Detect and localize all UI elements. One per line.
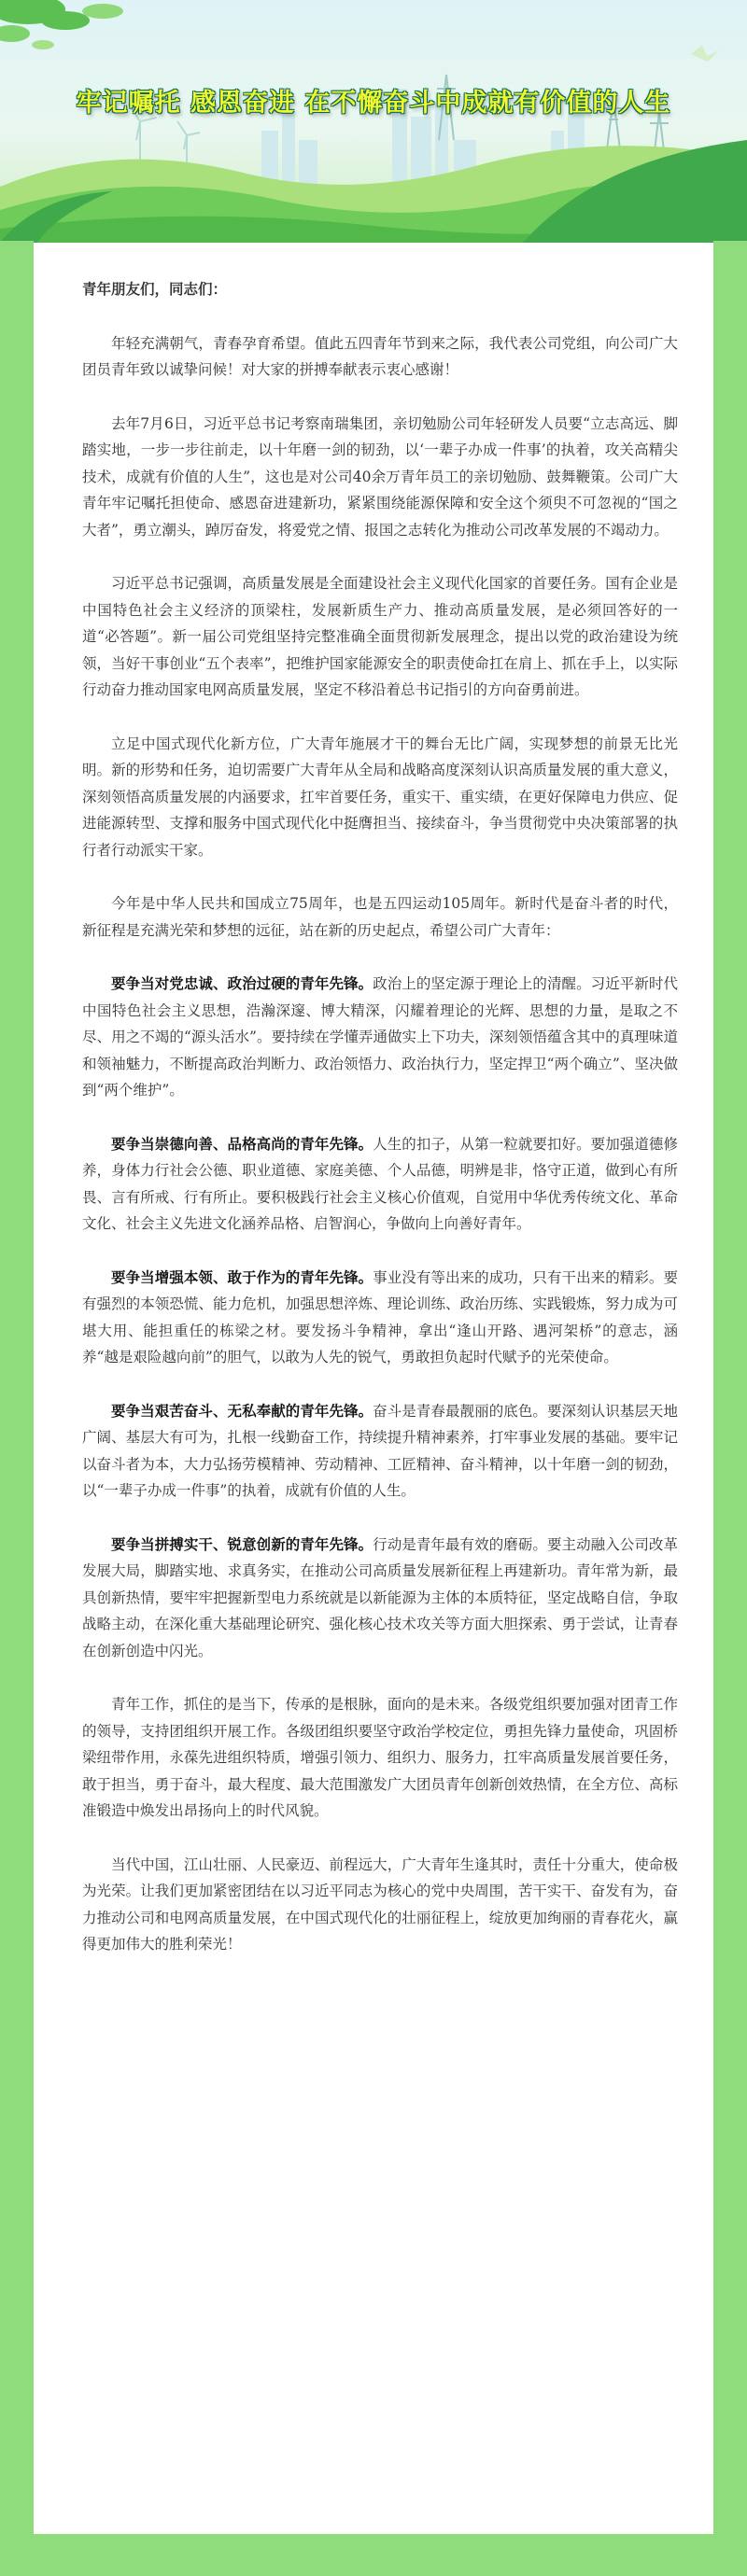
- right-border: [713, 241, 747, 2576]
- salutation: 青年朋友们，同志们：: [82, 280, 228, 298]
- banner-illustration: [0, 0, 747, 243]
- bird-icon: [691, 45, 719, 62]
- section-loyalty-body: 政治上的坚定源于理论上的清醒。习近平新时代中国特色社会主义思想，浩瀚深邃、博大精深，闪耀着理论的光辉、思想的力量，是取之不尽、用之不竭的“源头活水”。要持续在学懂弄通做实上下功夫，深刻领悟蕴含其中的真理味道和领袖魅力，不断提高政治判断力、政治领悟力、政治执行力，坚定捍卫“两个确立”、坚决做到“两个维护”。: [82, 975, 678, 1099]
- header-banner: [0, 0, 747, 243]
- paragraph-visit: 去年7月6日，习近平总书记考察南瑞集团，亲切勉励公司年轻研发人员要“立志高远、脚踏实地，一步一步往前走，以十年磨一剑的韧劲，以‘一辈子办成一件事’的执着，攻关高精尖技术，成就有价值的人生”，这也是对公司40余万青年员工的亲切勉励、鼓舞鞭策。公司广大青年牢记嘱托担使命、感恩奋进建新功，紧紧围绕能源保障和安全这个须臾不可忽视的“国之大者”，勇立潮头，踔厉奋发，将爱党之情、报国之志转化为推动公司改革发展的不竭动力。: [82, 414, 678, 539]
- paragraph-intro: 年轻充满朝气，青春孕育希望。值此五四青年节到来之际，我代表公司党组，向公司广大团员青年致以诚挚问候！对大家的拼搏奉献表示衷心感谢！: [82, 334, 678, 378]
- section-ability-body: 事业没有等出来的成功，只有干出来的精彩。要有强烈的本领恐慌、能力危机，加强思想淬炼、理论训练、政治历练、实践锻炼，努力成为可堪大用、能担重任的栋梁之材。要发扬斗争精神，拿出“逢山开路、遇河架桥”的意志，涵养“越是艰险越向前”的胆气，以敢为人先的锐气，勇敢担负起时代赋予的光荣使命。: [82, 1268, 678, 1365]
- paragraph-youth-work: 青年工作，抓住的是当下，传承的是根脉，面向的是未来。各级党组织要加强对团青工作的领导，支持团组织开展工作。各级团组织要坚守政治学校定位，勇担先锋力量使命，巩固桥梁纽带作用，永葆先进组织特质，增强引领力、组织力、服务力，扛牢高质量发展首要任务，敢于担当，勇于奋斗，最大程度、最大范围激发广大团员青年创新创效热情，在全方位、高标准锻造中焕发出昂扬向上的时代风貌。: [82, 1696, 678, 1819]
- section-dedication-title: 要争当艰苦奋斗、无私奉献的青年先锋。: [111, 1401, 374, 1420]
- left-border: [0, 241, 34, 2576]
- paragraph-anniversary: 今年是中华人民共和国成立75周年，也是五四运动105周年。新时代是奋斗者的时代，新征程是充满光荣和梦想的远征，站在新的历史起点，希望公司广大青年：: [82, 895, 678, 939]
- section-virtue-body: 人生的扣子，从第一粒就要扣好。要加强道德修养，身体力行社会公德、职业道德、家庭美德、个人品德，明辨是非，恪守正道，做到心有所畏、言有所戒、行有所止。要积极践行社会主义核心价值观，自觉用中华优秀传统文化、革命文化、社会主义先进文化涵养品格、启智润心，争做向上向善好青年。: [82, 1135, 678, 1232]
- section-dedication-body: 奋斗是青春最靓丽的底色。要深刻认识基层天地广阔、基层大有可为，扎根一线勤奋工作，持续提升精神素养，打牢事业发展的基础。要牢记以奋斗者为本，大力弘扬劳模精神、劳动精神、工匠精神、奋斗精神，以十年磨一剑的韧劲，以“一辈子办成一件事”的执着，成就有价值的人生。: [82, 1402, 678, 1499]
- section-innovation-body: 行动是青年最有效的磨砺。要主动融入公司改革发展大局，脚踏实地、求真务实，在推动公司高质量发展新征程上再建新功。青年常为新，最具创新热情，要牢牢把握新型电力系统就是以新能源为主体的本质特征，坚定战略自信，争取战略主动，在深化重大基础理论研究、强化核心技术攻关等方面大胆探索、勇于尝试，让青春在创新创造中闪光。: [82, 1535, 678, 1659]
- section-dedication: [82, 1398, 678, 1505]
- section-innovation: [82, 1532, 678, 1665]
- banner-title: 牢记嘱托 感恩奋进 在不懈奋斗中成就有价值的人生: [76, 89, 671, 118]
- paragraph-modernization: 立足中国式现代化新方位，广大青年施展才干的舞台无比广阔，实现梦想的前景无比光明。新的形势和任务，迫切需要广大青年从全局和战略高度深刻认识高质量发展的重大意义，深刻领悟高质量发展的内涵要求，扛牢首要任务，重实干、重实绩，在更好保障电力供应、促进能源转型、支撑和服务中国式现代化中挺膺担当、接续奋斗，争当贯彻党中央决策部署的执行者行动派实干家。: [82, 735, 678, 859]
- leaves-graphic: [0, 0, 123, 49]
- section-innovation-title: 要争当拼搏实干、锐意创新的青年先锋。: [111, 1534, 374, 1553]
- paragraph-development: 习近平总书记强调，高质量发展是全面建设社会主义现代化国家的首要任务。国有企业是中国特色社会主义经济的顶梁柱，发展新质生产力、推动高质量发展，是必须回答好的一道“必答题”。新一届公司党组坚持完整准确全面贯彻新发展理念，提出以党的政治建设为统领，当好干事创业“五个表率”，把维护国家能源安全的职责使命扛在肩上、抓在手上，以实际行动奋力推动国家电网高质量发展，坚定不移沿着总书记指引的方向奋勇前进。: [82, 575, 678, 698]
- letter-body: [34, 243, 713, 2534]
- section-virtue-title: 要争当崇德向善、品格高尚的青年先锋。: [111, 1134, 374, 1153]
- section-virtue: [82, 1131, 678, 1238]
- section-ability-title: 要争当增强本领、敢于作为的青年先锋。: [111, 1267, 374, 1286]
- section-loyalty: [82, 971, 678, 1104]
- paragraph-closing: 当代中国，江山壮丽、人民豪迈、前程远大，广大青年生逢其时，责任十分重大，使命极为光荣。让我们更加紧密团结在以习近平同志为核心的党中央周围，苦干实干、奋发有为，奋力推动公司和电网高质量发展，在中国式现代化的壮丽征程上，绽放更加绚丽的青春花火，赢得更加伟大的胜利荣光！: [82, 1855, 678, 1953]
- section-ability: [82, 1265, 678, 1371]
- section-loyalty-title: 要争当对党忠诚、政治过硬的青年先锋。: [111, 974, 374, 992]
